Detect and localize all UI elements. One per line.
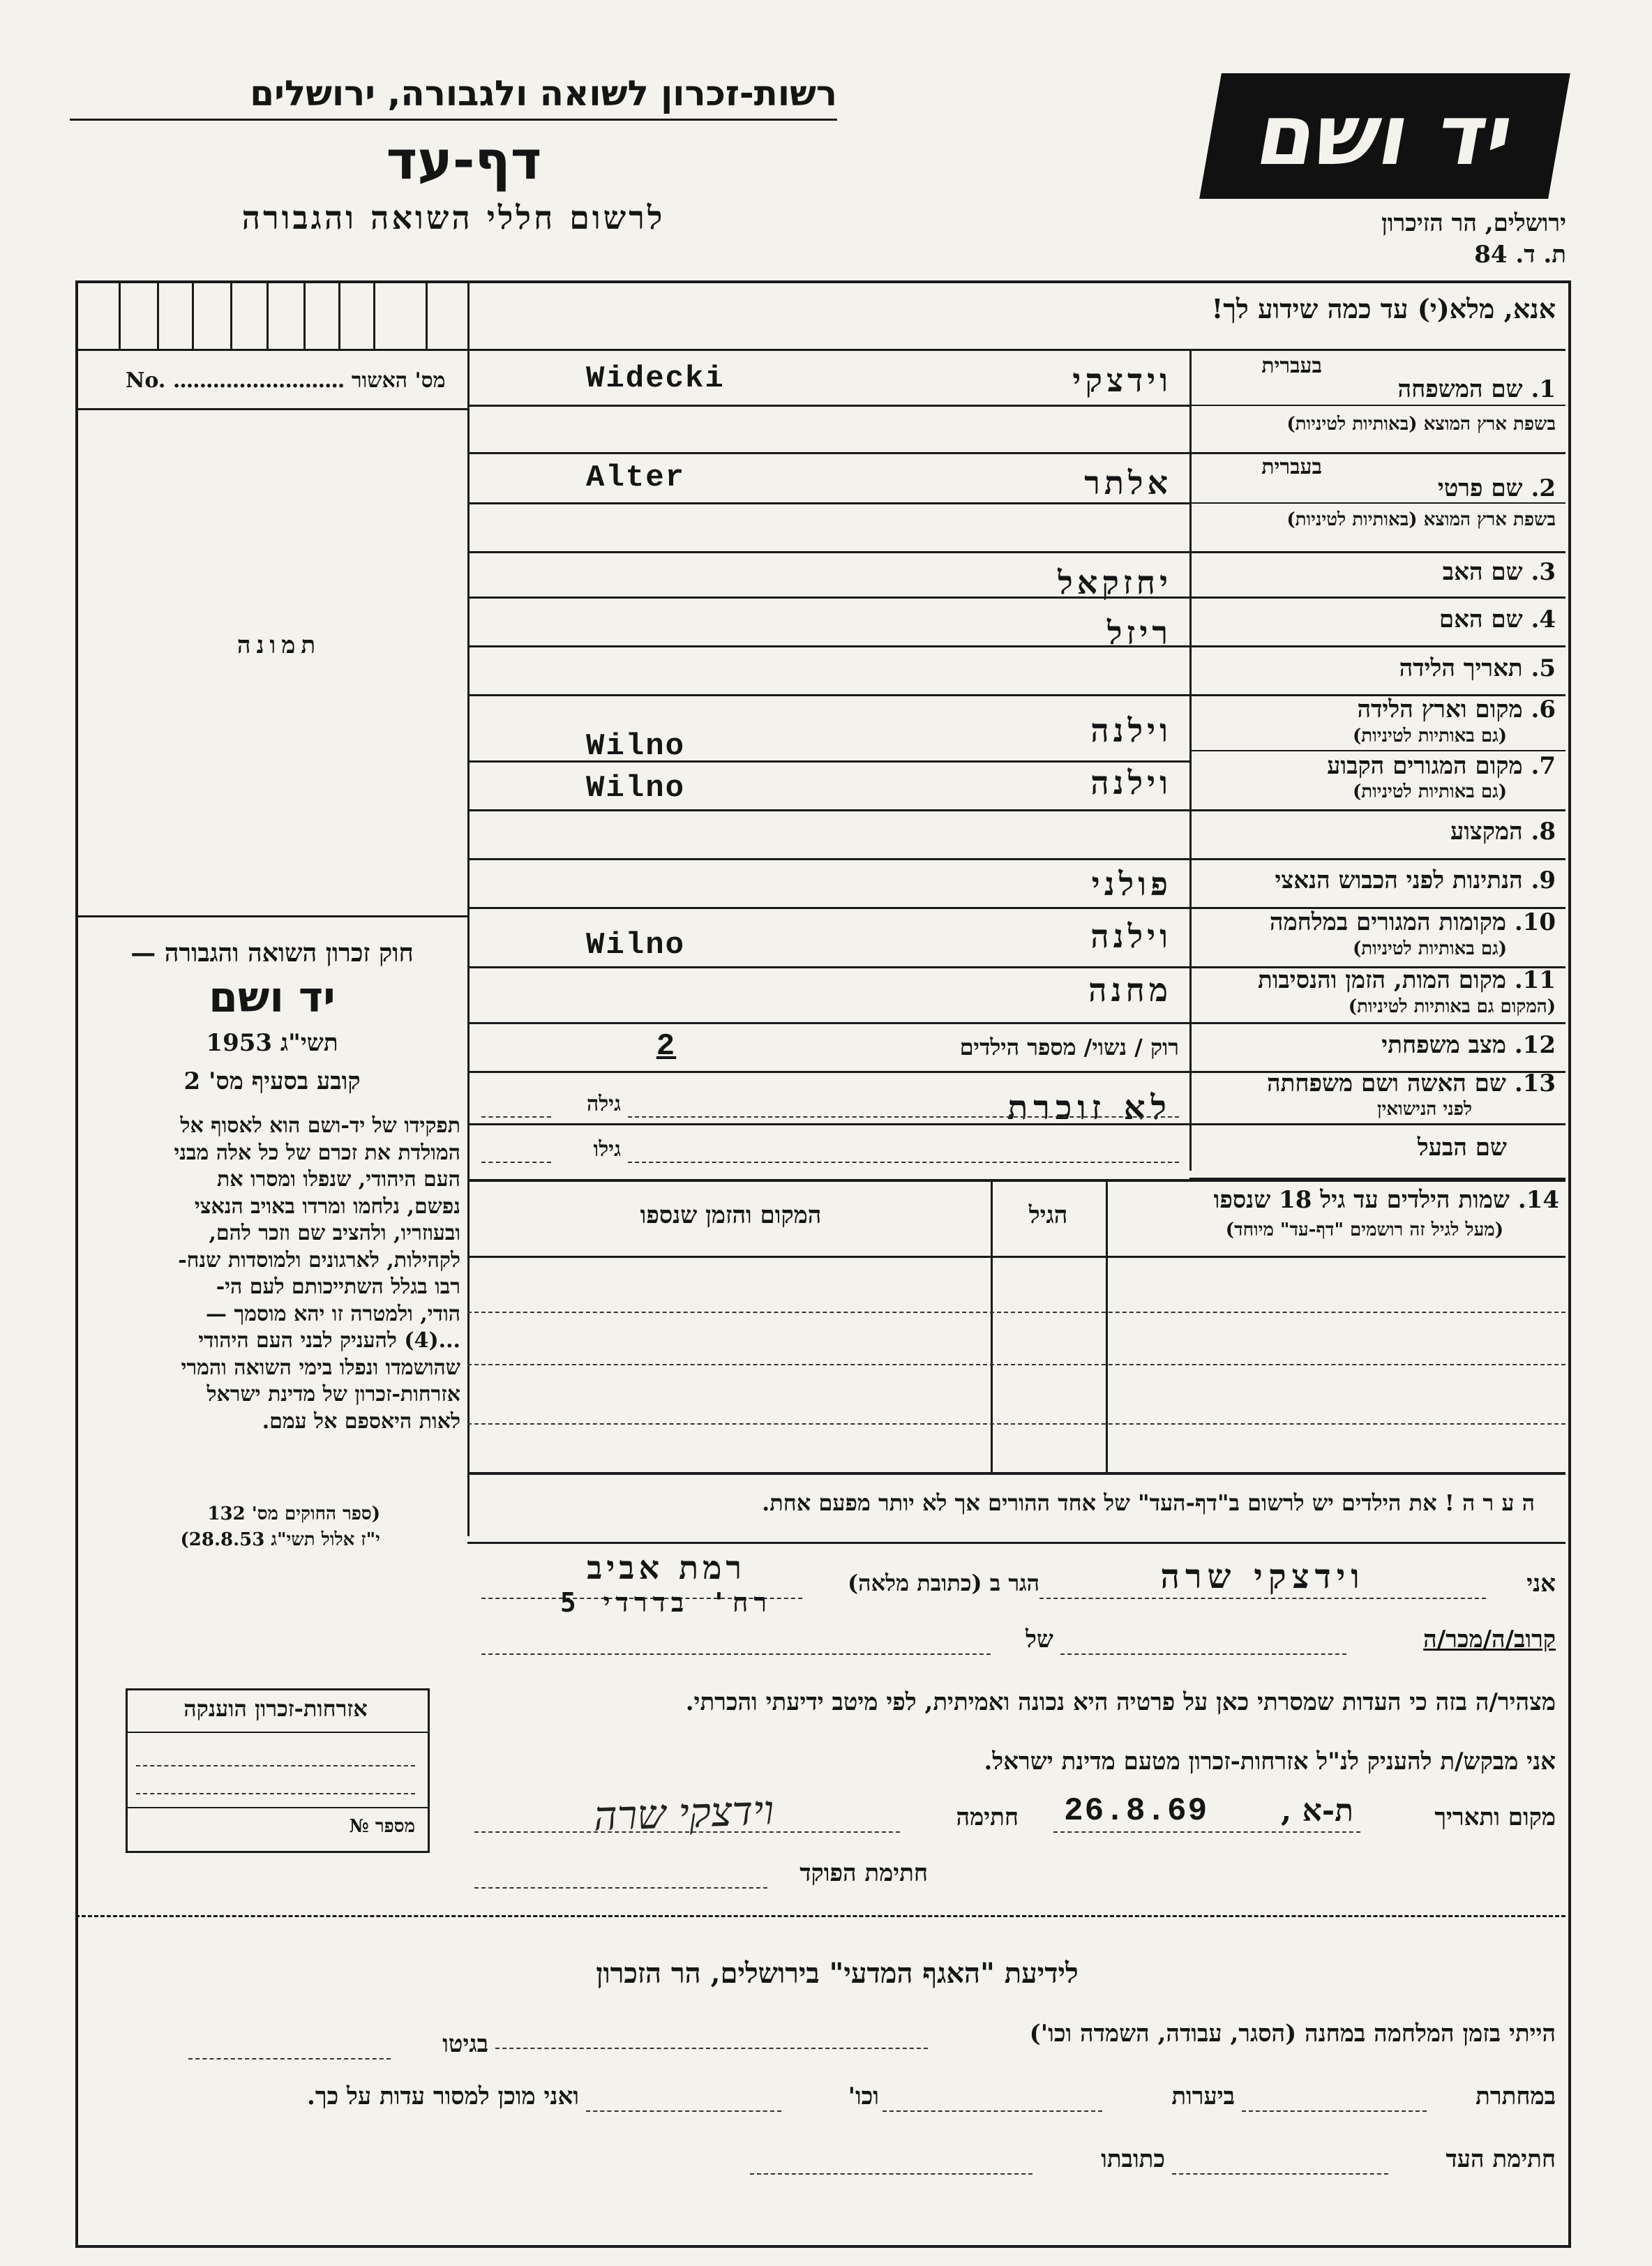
field-11-sub-bottom: (המקום גם באותיות לטיניות) <box>1348 996 1556 1017</box>
address-line-1: ירושלים, הר הזיכרון <box>1381 209 1566 237</box>
scientific-camp-label: הייתי בזמן המלחמה במחנה (הסגר, עבודה, השמדה וכו') <box>1029 2020 1556 2048</box>
value-sub-divider <box>1189 405 1565 406</box>
wife-name-value[interactable]: לא זוכרת <box>1007 1088 1172 1127</box>
instruction-underline <box>467 349 1565 351</box>
law-text-line: רבו בגלל השתייכותם לעם הי- <box>216 1275 460 1299</box>
field-5-text: תאריך הלידה <box>1399 654 1523 682</box>
field-9-label <box>1193 866 1556 894</box>
field-4-label <box>1193 606 1556 633</box>
row-divider <box>467 809 1565 811</box>
law-text-line: המולדת את זכרם של כל אלה מבני <box>174 1140 460 1165</box>
law-text-line: העם היהודי, שנפלו ומסרו את <box>216 1167 460 1192</box>
field-2-label <box>1193 474 1556 502</box>
authority-name: רשות-זכרון לשואה ולגבורה, ירושלים <box>250 73 837 114</box>
photo-placeholder-label: תמונה <box>236 631 322 659</box>
husband-age-line[interactable] <box>481 1162 551 1163</box>
field-7-text: מקום המגורים הקבוע <box>1327 752 1523 780</box>
nationality-value[interactable]: פולני <box>1091 865 1172 903</box>
field-2-number: 2. <box>1531 474 1556 502</box>
children-table-col <box>1106 1179 1108 1472</box>
approval-underline <box>75 408 467 410</box>
declaration-text: מצהיר/ה בזה כי העדות שמסרתי כאן על פרטיה היא נכונה ואמיתית, לפי מיטב ידיעתי והכרתי. <box>685 1688 1556 1716</box>
field-11-text: מקום המות, הזמן והנסיבות <box>1257 966 1506 994</box>
law-text <box>80 1113 460 1435</box>
document-title: דף-עד <box>386 129 542 191</box>
children-count-value[interactable]: 2 <box>656 1029 677 1064</box>
citizenship-box-line <box>136 1765 415 1766</box>
scientific-ghetto-label: בגיטו <box>442 2030 488 2058</box>
residence-hebrew-value[interactable]: וילנה <box>1090 764 1172 802</box>
scientific-underground-line[interactable] <box>1242 2110 1427 2112</box>
filing-box-divider <box>303 280 306 349</box>
filing-box-divider <box>373 280 375 349</box>
row-divider <box>467 551 1565 553</box>
field-10-number: 10. <box>1514 908 1556 936</box>
scientific-forests-label: ביערות <box>1171 2083 1235 2110</box>
law-title: חוק זכרון השואה והגבורה — <box>130 938 414 968</box>
witness-address-label: כתובתו <box>1101 2145 1165 2173</box>
wartime-residence-latin-value[interactable]: Wilno <box>586 928 686 963</box>
surname-latin-value[interactable]: Widecki <box>586 361 725 396</box>
husband-name-line[interactable] <box>628 1162 1179 1163</box>
children-note: ה ע ר ה ! את הילדים יש לרשום ב"דף-העד" של אחד ההורים אך לא יותר מפעם אחת. <box>762 1490 1535 1516</box>
law-text-line: ...(4) להעניק לבני העם היהודי <box>198 1328 460 1353</box>
field-1-text: שם המשפחה <box>1397 375 1523 403</box>
law-text-line: אזרחות-זכרון של מדינת ישראל <box>206 1382 460 1406</box>
mother-name-value[interactable]: ריזל <box>1107 614 1172 652</box>
field-6-number: 6. <box>1531 696 1556 723</box>
marital-status-options[interactable]: רוק / נשוי/ מספר הילדים <box>959 1034 1179 1060</box>
field-5-number: 5. <box>1531 654 1556 682</box>
declarant-address-label: הגר ב (כתובת מלאה) <box>848 1570 1039 1596</box>
surname-hebrew-value[interactable]: וידצקי <box>1072 361 1172 399</box>
row-divider <box>467 1022 1565 1024</box>
children-table-col <box>991 1179 993 1472</box>
birthplace-latin-value[interactable]: Wilno <box>586 729 686 764</box>
children-table-top <box>467 1179 1565 1182</box>
law-text-line: לאות היאספם אל עמם. <box>262 1409 460 1434</box>
field-8-number: 8. <box>1531 818 1556 846</box>
relation-of-label: של <box>1026 1626 1053 1653</box>
law-clause: קובע בסעיף מס' 2 <box>183 1067 361 1095</box>
children-number: 14. <box>1517 1186 1559 1214</box>
field-4-number: 4. <box>1531 606 1556 633</box>
witness-address-line[interactable] <box>750 2173 1032 2175</box>
field-3-label <box>1193 558 1556 586</box>
date-value[interactable]: 26.8.69 <box>1064 1793 1209 1829</box>
row-divider <box>467 858 1565 860</box>
place-date-label: מקום ותאריך <box>1434 1803 1556 1831</box>
authority-underline <box>70 119 837 121</box>
first-name-hebrew-value[interactable]: אלתר <box>1084 464 1172 502</box>
field-2-sub-bottom: בשפת ארץ המוצא (באותיות לטיניות) <box>1286 509 1556 530</box>
field-13-text: שם האשה ושם משפחתה <box>1267 1070 1506 1097</box>
scientific-forests-line[interactable] <box>883 2110 1102 2112</box>
scientific-camp-line[interactable] <box>495 2048 928 2049</box>
children-table-bottom <box>467 1472 1565 1475</box>
field-6-sub-bottom: (גם באותיות לטיניות) <box>1352 726 1507 746</box>
law-text-line: הודי, ולמטרה זו יהא מוסמך — <box>206 1301 460 1326</box>
field-12-label <box>1193 1031 1556 1059</box>
citizenship-box-line <box>136 1793 415 1794</box>
official-signature-line[interactable] <box>474 1887 767 1889</box>
field-11-number: 11. <box>1514 966 1556 994</box>
field-1-number: 1. <box>1531 375 1556 403</box>
filing-boxes-bottom <box>75 349 467 351</box>
value-sub-divider <box>467 405 1189 407</box>
approval-dots: .......................... <box>172 368 345 393</box>
approval-label: מס' האשור <box>351 368 446 393</box>
field-9-text: הנתינות לפני הכבוש הנאצי <box>1275 866 1523 894</box>
filing-box-divider <box>119 280 121 349</box>
label-column-divider <box>1189 349 1192 1171</box>
first-name-latin-value[interactable]: Alter <box>586 460 686 495</box>
filing-box-divider <box>192 280 194 349</box>
law-text-line: ובעוזריו, ולהציב שם וזכר להם, <box>209 1221 460 1245</box>
children-row-line[interactable] <box>467 1312 1565 1313</box>
wartime-residence-hebrew-value[interactable]: וילנה <box>1090 917 1172 955</box>
children-sublabel: (מעל לגיל זה רושמים "דף-עד" מיוחד) <box>1225 1220 1503 1240</box>
citizenship-box-number: מספר № <box>349 1816 415 1837</box>
scientific-ghetto-line[interactable] <box>188 2058 391 2059</box>
field-6-text: מקום וארץ הלידה <box>1357 696 1523 723</box>
filing-box-divider <box>426 280 428 349</box>
field-10-label <box>1193 908 1556 936</box>
field-7-label <box>1193 752 1556 780</box>
citizenship-box-title: אזרחות-זכרון הוענקה <box>183 1695 368 1722</box>
field-13-label <box>1193 1070 1556 1097</box>
field-2-text: שם פרטי <box>1437 474 1523 502</box>
wife-age-label: גילה <box>586 1092 621 1116</box>
children-age-header: הגיל <box>1028 1201 1068 1229</box>
place-date-line[interactable] <box>1053 1831 1360 1833</box>
field-12-text: מצב משפחתי <box>1381 1031 1506 1059</box>
children-header-rule <box>467 1256 1565 1258</box>
official-signature-label: חתימת הפוקד <box>799 1859 928 1887</box>
handwritten-signature: וידצקי שרה <box>592 1786 775 1840</box>
place-value[interactable]: ת-א , <box>1281 1793 1353 1829</box>
citizenship-request-text: אני מבקש/ת להעניק לנ"ל אזרחות-זכרון מטעם מדינת ישראל. <box>984 1748 1556 1776</box>
note-bottom-rule <box>467 1542 1565 1544</box>
law-text-line: שהושמדו ונפלו בימי השואה והמרי <box>181 1355 460 1380</box>
law-text-line: לקהילות, לארגונים ולמוסדות שנח- <box>178 1247 460 1273</box>
field-13-sub-bottom: לפני הנישואין <box>1376 1099 1472 1120</box>
declarant-street-value[interactable]: רח' בדרדי 5 <box>560 1587 773 1618</box>
scientific-title: לידיעת "האגף המדעי" בירושלים, הר הזכרון <box>596 1957 1079 1990</box>
field-12-number: 12. <box>1514 1031 1556 1059</box>
fill-instruction: אנא, מלא(י) עד כמה שידוע לך! <box>1211 293 1556 324</box>
signature-label: חתימה <box>956 1803 1019 1831</box>
children-label <box>1113 1186 1559 1214</box>
declarant-name-line[interactable] <box>1039 1598 1486 1599</box>
wife-age-line[interactable] <box>481 1116 551 1118</box>
value-sub-divider <box>1189 502 1565 504</box>
field-2-sub-top: בעברית <box>1261 455 1322 479</box>
law-text-line: תפקידו של יד-ושם הוא לאסוף אל <box>180 1113 460 1138</box>
approval-number <box>126 368 460 393</box>
witness-signature-line[interactable] <box>1172 2173 1388 2175</box>
value-sub-divider <box>467 502 1189 504</box>
birthplace-hebrew-value[interactable]: וילנה <box>1090 712 1172 749</box>
field-8-label <box>1193 818 1556 846</box>
value-sub-divider <box>1189 750 1565 751</box>
field-7-sub-bottom: (גם באותיות לטיניות) <box>1352 781 1507 802</box>
relation-line[interactable] <box>1060 1653 1346 1655</box>
document-subtitle: לרשום חללי השואה והגבורה <box>241 199 666 237</box>
law-name: יד ושם <box>209 973 336 1022</box>
yad-vashem-logo: יד ושם <box>1199 73 1570 199</box>
father-name-value[interactable]: יחזקאל <box>1058 564 1172 601</box>
field-10-sub-bottom: (גם באותיות לטיניות) <box>1352 938 1507 959</box>
scientific-underground-label: במחתרת <box>1475 2083 1556 2110</box>
witness-signature-label: חתימת העד <box>1446 2145 1556 2173</box>
filing-box-divider <box>230 280 232 349</box>
field-3-number: 3. <box>1531 558 1556 586</box>
scientific-divider <box>75 1915 1565 1917</box>
field-9-number: 9. <box>1531 866 1556 894</box>
field-8-text: המקצוע <box>1450 818 1523 846</box>
citizenship-box-rule <box>126 1732 428 1733</box>
field-13-number: 13. <box>1514 1070 1556 1097</box>
field-10-text: מקומות המגורים במלחמה <box>1269 908 1506 936</box>
declarant-city-value[interactable]: רמת אביב <box>587 1549 746 1586</box>
husband-name-label: שם הבעל <box>1417 1134 1507 1162</box>
approval-no-label: No. <box>126 368 166 393</box>
relation-label: קרוב/ה/מכר/ה <box>1423 1626 1556 1653</box>
husband-age-label: גילו <box>593 1137 621 1162</box>
death-place-value[interactable]: מחנה <box>1088 971 1172 1009</box>
field-4-text: שם האם <box>1439 606 1523 633</box>
filing-box-divider <box>266 280 269 349</box>
law-reference-2: י"ז אלול תשי"ג 28.8.53) <box>180 1529 380 1550</box>
field-6-label <box>1193 696 1556 723</box>
scientific-etc-label: וכו' <box>848 2083 879 2110</box>
residence-latin-value[interactable]: Wilno <box>586 771 686 806</box>
field-5-label <box>1193 654 1556 682</box>
photo-area-bottom <box>75 915 467 917</box>
field-7-number: 7. <box>1531 752 1556 780</box>
field-1-sub-bottom: בשפת ארץ המוצא (באותיות לטיניות) <box>1286 414 1556 435</box>
children-text: שמות הילדים עד גיל 18 שנספו <box>1213 1186 1510 1214</box>
scientific-testimony-label: ואני מוכן למסור עדות על כך. <box>307 2083 579 2110</box>
address-line-2: ת. ד. 84 <box>1474 241 1566 269</box>
law-text-line: נפשם, נלחמו ומרדו באויב הנאצי <box>194 1194 460 1219</box>
children-row-line[interactable] <box>467 1364 1565 1365</box>
children-row-line[interactable] <box>467 1423 1565 1425</box>
declarant-ani: אני <box>1526 1570 1556 1598</box>
citizenship-box-rule <box>126 1807 428 1808</box>
row-divider <box>467 452 1565 454</box>
filing-box-divider <box>157 280 159 349</box>
wife-name-line[interactable] <box>628 1116 1179 1118</box>
field-11-label <box>1193 966 1556 994</box>
scientific-etc-line[interactable] <box>586 2110 781 2112</box>
declarant-name-value[interactable]: וידצקי שרה <box>1160 1557 1365 1596</box>
law-year: תשי"ג 1953 <box>206 1029 338 1057</box>
field-3-text: שם האב <box>1442 558 1523 586</box>
field-1-sub-top: בעברית <box>1261 354 1322 378</box>
relation-of-line[interactable] <box>481 1653 991 1655</box>
filing-box-divider <box>338 280 340 349</box>
field-1-label <box>1193 375 1556 403</box>
law-reference-1: (ספר החוקים מס' 132 <box>207 1503 380 1524</box>
children-place-header: המקום והזמן שנספו <box>640 1201 822 1229</box>
